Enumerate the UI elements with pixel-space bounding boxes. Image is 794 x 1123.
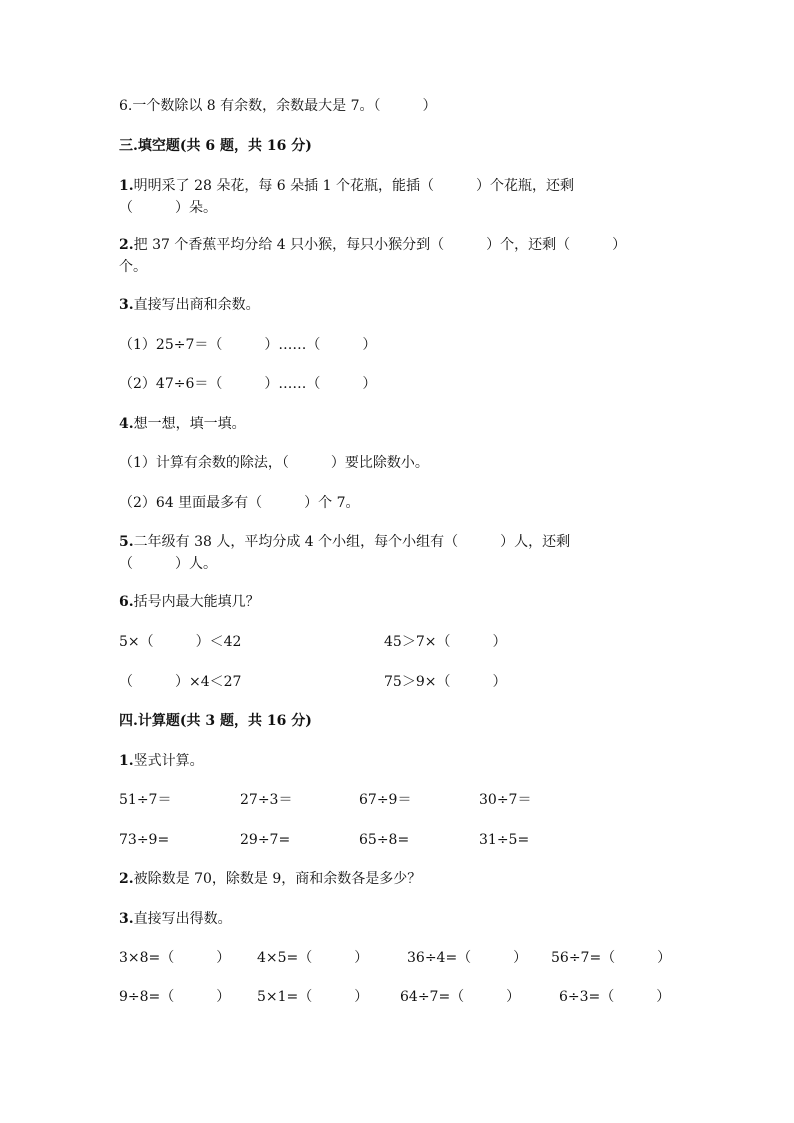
inequality-item: 5×（ ）＜42 bbox=[119, 634, 242, 650]
question-text: 想一想，填一填。 bbox=[133, 416, 246, 432]
mental-math-item: 5×1=（ ） bbox=[257, 989, 369, 1005]
question-text: 竖式计算。 bbox=[133, 753, 204, 769]
fill-question-4-sub-2: （2）64 里面最多有（ ）个 7。 bbox=[119, 495, 360, 511]
question-text: 直接写出得数。 bbox=[133, 911, 232, 927]
fill-question-2-continued: 个。 bbox=[119, 259, 147, 275]
inequality-item: 75＞9×（ ） bbox=[384, 674, 507, 690]
question-number: 1. bbox=[119, 178, 134, 194]
division-item: 67÷9＝ bbox=[359, 792, 412, 808]
fill-question-1-continued: （ ）朵。 bbox=[119, 200, 217, 216]
mental-math-item: 36÷4=（ ） bbox=[407, 950, 528, 966]
question-number: 2. bbox=[119, 871, 134, 887]
division-item: 65÷8= bbox=[359, 832, 410, 848]
fill-question-3-sub-2: （2）47÷6＝（ ）……（ ） bbox=[119, 376, 377, 392]
fill-question-3-sub-1: （1）25÷7＝（ ）……（ ） bbox=[119, 337, 377, 353]
fill-question-1 bbox=[119, 176, 574, 196]
question-number: 2. bbox=[119, 237, 134, 253]
division-item: 73÷9= bbox=[119, 832, 170, 848]
mental-math-item: 6÷3=（ ） bbox=[559, 989, 671, 1005]
mental-math-item: 9÷8=（ ） bbox=[119, 989, 231, 1005]
judgment-question-6: 6.一个数除以 8 有余数，余数最大是 7。（ ） bbox=[119, 98, 437, 114]
division-item: 29÷7= bbox=[240, 832, 291, 848]
fill-question-5-continued: （ ）人。 bbox=[119, 556, 217, 572]
division-item: 30÷7＝ bbox=[479, 792, 532, 808]
question-number: 4. bbox=[119, 416, 134, 432]
question-text: 把 37 个香蕉平均分给 4 只小猴，每只小猴分到（ ）个，还剩（ ） bbox=[133, 237, 627, 253]
question-text: 直接写出商和余数。 bbox=[133, 297, 260, 313]
question-number: 6. bbox=[119, 594, 134, 610]
question-number: 3. bbox=[119, 911, 134, 927]
mental-math-item: 56÷7=（ ） bbox=[551, 950, 672, 966]
question-text: 二年级有 38 人，平均分成 4 个小组，每个小组有（ ）人，还剩 bbox=[133, 534, 571, 550]
fill-question-4 bbox=[119, 414, 246, 434]
fill-question-3 bbox=[119, 295, 260, 315]
division-item: 51÷7＝ bbox=[119, 792, 172, 808]
question-number: 5. bbox=[119, 534, 134, 550]
question-number: 3. bbox=[119, 297, 134, 313]
calc-question-1 bbox=[119, 751, 204, 771]
mental-math-item: 4×5=（ ） bbox=[257, 950, 369, 966]
division-item: 27÷3＝ bbox=[240, 792, 293, 808]
calc-question-2 bbox=[119, 869, 421, 889]
question-text: 被除数是 70，除数是 9，商和余数各是多少？ bbox=[133, 871, 422, 887]
mental-math-item: 64÷7=（ ） bbox=[400, 989, 521, 1005]
fill-question-4-sub-1: （1）计算有余数的除法，（ ）要比除数小。 bbox=[119, 455, 429, 471]
question-text: 括号内最大能填几？ bbox=[133, 594, 260, 610]
question-number: 1. bbox=[119, 753, 134, 769]
mental-math-item: 3×8=（ ） bbox=[119, 950, 231, 966]
inequality-item: 45＞7×（ ） bbox=[384, 634, 507, 650]
fill-question-2 bbox=[119, 235, 626, 255]
fill-question-6 bbox=[119, 592, 260, 612]
question-text: 明明采了 28 朵花，每 6 朵插 1 个花瓶，能插（ ）个花瓶，还剩 bbox=[133, 178, 574, 194]
inequality-item: （ ）×4＜27 bbox=[119, 674, 242, 690]
fill-question-5 bbox=[119, 532, 570, 552]
calc-question-3 bbox=[119, 909, 232, 929]
section-4-heading: 四.计算题(共 3 题，共 16 分) bbox=[119, 713, 312, 729]
division-item: 31÷5= bbox=[479, 832, 530, 848]
section-3-heading: 三.填空题(共 6 题，共 16 分) bbox=[119, 138, 312, 154]
